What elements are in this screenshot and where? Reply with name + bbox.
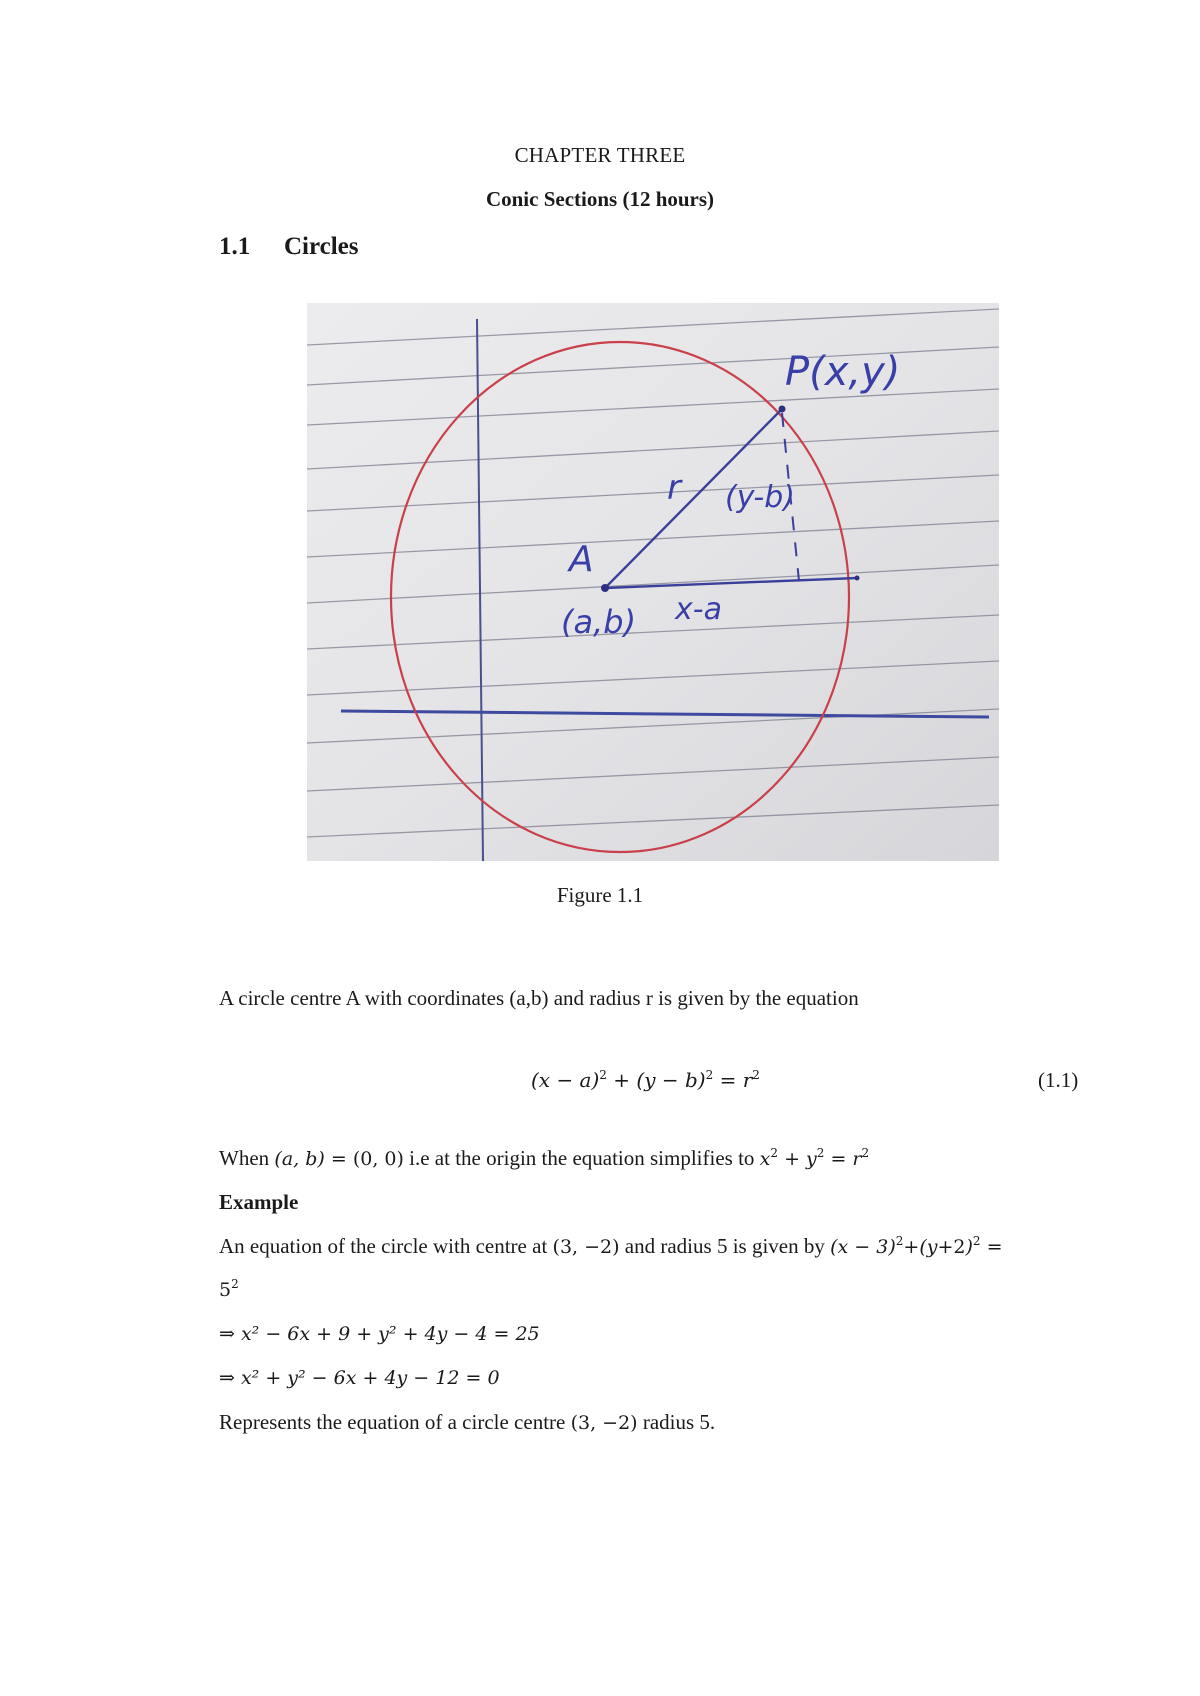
label-x-minus-a: x-a	[675, 592, 722, 627]
circle-equation: $(x - a)^2 + (y - b)^2 = r^2$	[531, 1068, 760, 1092]
section-number: 1.1	[219, 233, 251, 260]
conclusion-centre: (3, −2)	[570, 1412, 638, 1434]
conclusion-line	[219, 1408, 715, 1437]
equation-number: (1.1)	[1038, 1068, 1079, 1092]
chapter-heading: CHAPTER THREE	[514, 143, 686, 167]
example-heading: Example	[219, 1190, 299, 1214]
example-centre: (3, −2)	[552, 1236, 620, 1258]
ab-equals-origin: (a, b) = (0, 0)	[274, 1148, 404, 1170]
example-text-2: and radius 5 is given by	[624, 1234, 825, 1258]
centre-point	[601, 584, 609, 592]
example-equation: $(x - 3)^2+(y+2)^2$ =	[830, 1234, 1003, 1258]
label-a: A	[569, 539, 594, 580]
chapter-subtitle: Conic Sections (12 hours)	[485, 187, 715, 211]
section-title: Circles	[284, 233, 359, 260]
point-p	[779, 406, 786, 413]
label-r: r	[667, 468, 681, 508]
label-a-b: (a,b)	[561, 603, 637, 641]
example-step-1: ⇒ x² − 6x + 9 + y² + 4y − 4 = 25	[219, 1323, 540, 1345]
figure-caption: Figure 1.1	[556, 883, 644, 907]
origin-sentence	[219, 1144, 869, 1173]
when-mid-text: i.e at the origin the equation simplifies to	[409, 1146, 755, 1170]
label-y-minus-b: (y-b)	[725, 480, 795, 515]
example-step-2: ⇒ x² + y² − 6x + 4y − 12 = 0	[219, 1367, 500, 1389]
label-p: P(x,y)	[785, 349, 901, 395]
example-equation-rhs: $5^2$	[219, 1277, 239, 1301]
when-text: When	[219, 1146, 270, 1170]
conclusion-text-1: Represents the equation of a circle centre	[219, 1410, 566, 1434]
origin-equation: $x^2 + y^2 = r^2$	[759, 1146, 870, 1170]
example-text-1: An equation of the circle with centre at	[219, 1234, 548, 1258]
circle-figure-photo	[307, 303, 999, 861]
conclusion-text-2: radius 5.	[642, 1410, 716, 1434]
foot-point	[855, 576, 860, 581]
example-line-1	[219, 1232, 1003, 1261]
intro-paragraph: A circle centre A with coordinates (a,b) and radius r is given by the equation	[219, 986, 859, 1010]
